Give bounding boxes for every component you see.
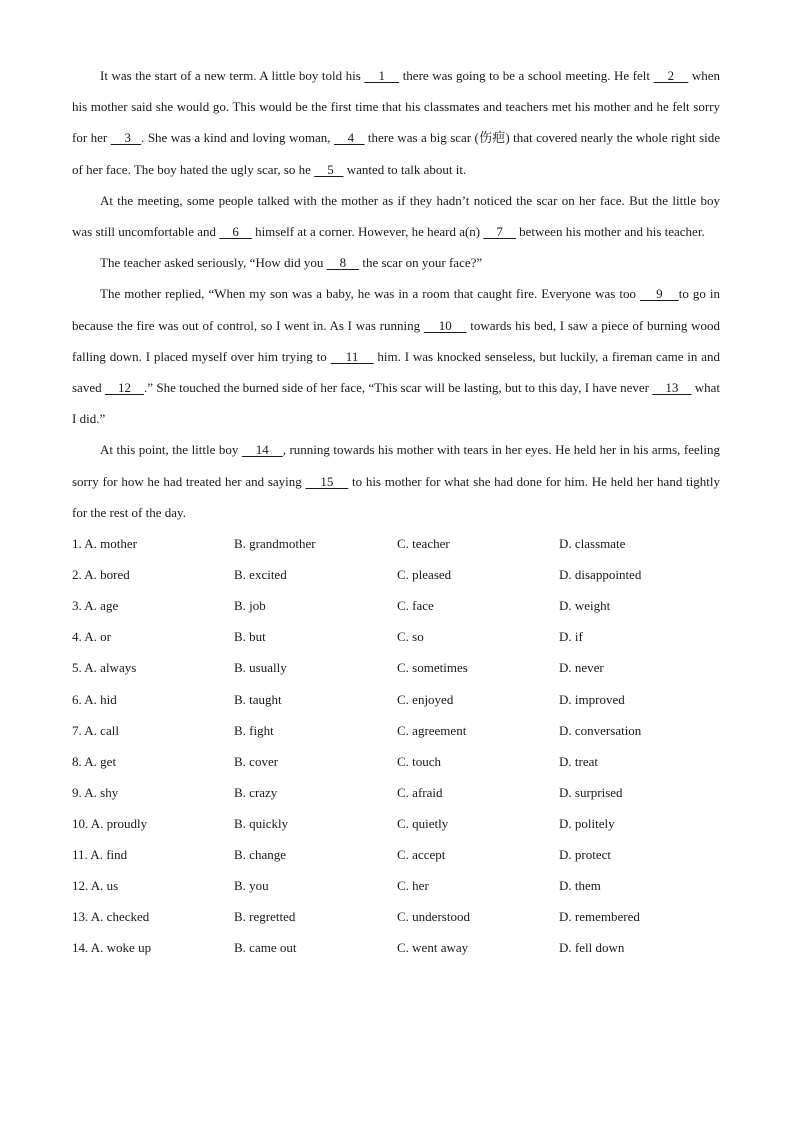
passage-paragraph-3 [72,247,720,278]
option-row-10 [72,808,720,839]
option-9-c: C. afraid [397,784,443,800]
option-13-d: D. remembered [559,909,640,925]
passage-text: him. I was knocked senseless, but luckily, a fireman came in and saved [72,348,720,396]
option-1-a: 1. A. mother [72,536,137,552]
passage-text: It was the start of a new term. A little boy told his [100,68,365,83]
option-10-b: B. quickly [234,815,289,831]
option-10-c: C. quietly [397,815,449,831]
blank-3: 3 [110,130,142,146]
passage-paragraph-5 [72,434,720,528]
option-1-b: B. grandmother [234,536,316,552]
passage-text: , running towards his mother with tears in her eyes. He held her in his arms, feeling sorry for how he had treated her and saying [72,442,721,489]
option-row-7 [72,715,720,746]
option-7-c: C. agreement [397,722,467,738]
option-11-c: C. accept [397,846,446,862]
answer-options [72,528,720,963]
passage-text: what I did.” [72,380,720,427]
option-7-d: D. conversation [559,722,642,738]
option-row-4 [72,621,720,652]
option-2-a: 2. A. bored [72,567,130,583]
option-row-5 [72,652,720,683]
option-10-a: 10. A. proudly [72,815,148,831]
option-4-c: C. so [397,629,424,645]
option-2-d: D. disappointed [559,567,642,583]
option-row-9 [72,777,720,808]
blank-5: 5 [314,161,344,177]
option-1-c: C. teacher [397,536,450,552]
option-5-d: D. never [559,660,604,676]
blank-4: 4 [333,130,365,146]
blank-13: 13 [652,380,692,396]
passage-text: when his mother said she would go. This would be the first time that his classmates and teachers met his mother and he felt sorry for her [72,68,721,146]
option-8-b: B. cover [234,753,279,769]
option-row-11 [72,839,720,870]
option-3-c: C. face [397,598,434,614]
passage-text: At the meeting, some people talked with the mother as if they hadn’t noticed the scar on her face. But the little boy was still uncomfortable and [72,192,720,240]
option-4-d: D. if [559,629,583,645]
option-10-d: D. politely [559,815,615,831]
option-row-2 [72,559,720,590]
option-7-a: 7. A. call [72,722,119,738]
option-2-c: C. pleased [397,567,452,583]
option-6-c: C. enjoyed [397,691,454,707]
passage-text: The mother replied, “When my son was a baby, he was in a room that caught fire. Everyone was too [100,286,640,302]
blank-12: 12 [104,380,145,396]
passage-text: the scar on your face?” [359,255,483,271]
option-8-c: C. touch [397,753,442,769]
option-11-a: 11. A. find [72,846,128,862]
option-row-13 [72,901,720,932]
option-13-c: C. understood [397,909,470,925]
option-5-a: 5. A. always [72,660,137,676]
blank-1: 1 [364,68,400,83]
option-14-c: C. went away [397,940,469,956]
option-row-1 [72,528,720,559]
passage-text: to go in because the fire was out of control, so I went in. As I was running [72,286,720,333]
passage-text: The teacher asked seriously, “How did you [100,255,327,271]
option-11-d: D. protect [559,846,611,862]
option-3-d: D. weight [559,598,611,614]
blank-2: 2 [653,68,689,83]
option-6-d: D. improved [559,691,625,707]
option-5-b: B. usually [234,660,287,676]
option-9-a: 9. A. shy [72,784,119,800]
option-12-a: 12. A. us [72,878,119,894]
passage-text: .” She touched the burned side of her face, “This scar will be lasting, but to this day, I have never [144,380,653,396]
passage-paragraph-4 [72,278,720,434]
option-row-3 [72,590,720,621]
blank-9: 9 [639,286,679,302]
option-14-a: 14. A. woke up [72,940,152,956]
option-7-b: B. fight [234,722,274,738]
document-page [72,60,720,963]
option-14-d: D. fell down [559,940,625,956]
passage-text: himself at a corner. However, he heard a(n) [251,224,484,240]
blank-14: 14 [241,442,283,458]
blank-15: 15 [305,473,349,489]
option-13-a: 13. A. checked [72,909,150,925]
blank-11: 11 [330,348,374,364]
option-2-b: B. excited [234,567,287,583]
option-12-c: C. her [397,878,429,894]
option-4-b: B. but [234,629,266,645]
passage-paragraph-1 [72,60,720,185]
passage-text: . She was a kind and loving woman, [141,130,334,146]
blank-6: 6 [219,224,252,240]
option-8-a: 8. A. get [72,753,117,769]
option-6-b: B. taught [234,691,282,707]
option-row-14 [72,932,720,963]
blank-10: 10 [423,317,467,333]
passage-text: there was a big scar (伤疤) that covered nearly the whole right side of her face. The boy hated the ugly scar, so he [72,130,721,177]
option-9-b: B. crazy [234,784,278,800]
option-4-a: 4. A. or [72,629,111,645]
option-14-b: B. came out [234,940,297,956]
option-1-d: D. classmate [559,536,626,552]
option-12-d: D. them [559,878,601,894]
passage-paragraph-2 [72,185,720,247]
blank-8: 8 [326,255,360,271]
option-9-d: D. surprised [559,784,623,800]
passage-text: At this point, the little boy [100,442,242,458]
option-5-c: C. sometimes [397,660,468,676]
option-11-b: B. change [234,846,286,862]
option-row-6 [72,684,720,715]
passage-text: there was going to be a school meeting. He felt [399,68,654,83]
option-row-12 [72,870,720,901]
option-3-a: 3. A. age [72,598,119,614]
option-3-b: B. job [234,598,266,614]
option-12-b: B. you [234,878,269,894]
passage-text: between his mother and his teacher. [515,224,705,240]
blank-7: 7 [483,224,516,240]
option-13-b: B. regretted [234,909,296,925]
option-8-d: D. treat [559,753,598,769]
passage-text: wanted to talk about it. [343,161,467,177]
passage-text: to his mother for what she had done for him. He held her hand tightly for the rest of the day. [72,473,720,520]
option-row-8 [72,746,720,777]
passage-text: towards his bed, I saw a piece of burning wood falling down. I placed myself over him trying to [72,317,720,364]
option-6-a: 6. A. hid [72,691,117,707]
